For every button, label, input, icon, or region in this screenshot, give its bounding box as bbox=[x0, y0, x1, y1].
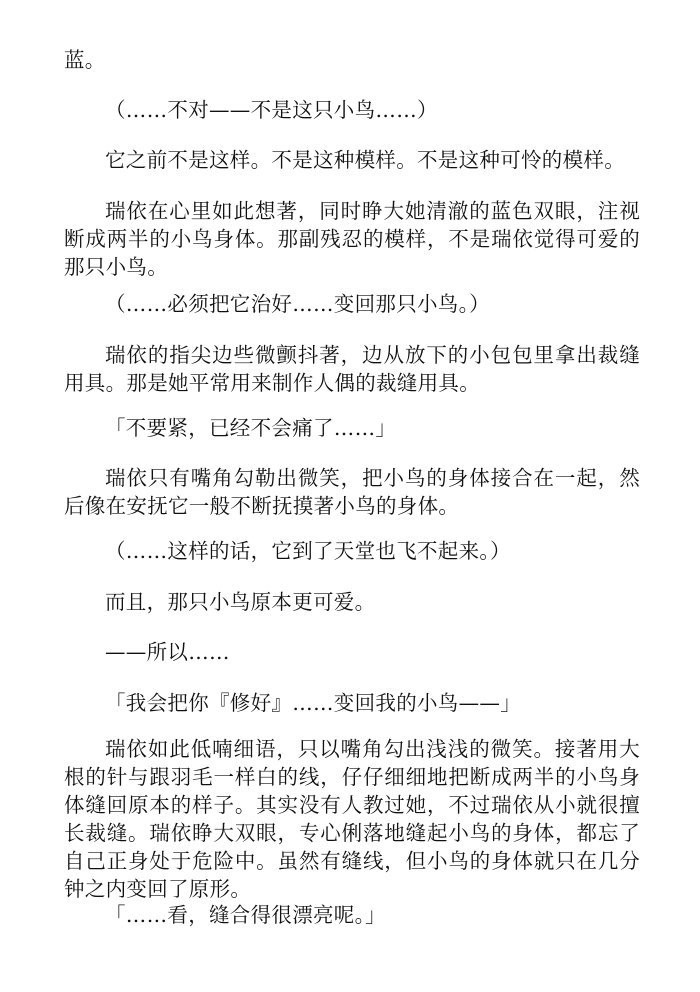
paragraph-2: （……不对——不是这只小鸟……） bbox=[105, 98, 438, 122]
paragraph-6: 瑞依的指尖边些微颤抖著，边从放下的小包包里拿出裁缝用具。那是她平常用来制作人偶的裁缝用具。 bbox=[64, 343, 640, 395]
paragraph-5: （……必须把它治好……变回那只小鸟。） bbox=[105, 292, 490, 316]
paragraph-8: 瑞依只有嘴角勾勒出微笑，把小鸟的身体接合在一起，然后像在安抚它一般不断抚摸著小鸟的身体。 bbox=[64, 466, 640, 518]
paragraph-4: 瑞依在心里如此想著，同时睁大她清澈的蓝色双眼，注视断成两半的小鸟身体。那副残忍的模样，不是瑞依觉得可爱的那只小鸟。 bbox=[64, 199, 640, 279]
paragraph-10: 而且，那只小鸟原本更可爱。 bbox=[105, 590, 376, 614]
paragraph-13: 瑞依如此低喃细语，只以嘴角勾出浅浅的微笑。接著用大根的针与跟羽毛一样白的线，仔仔细细地把断成两半的小鸟身体缝回原本的样子。其实没有人教过她，不过瑞依从小就很擅长裁缝。瑞依睁大双眼，专心俐落地缝起小鸟的身体，都忘了自己正身处于危险中。虽然有缝线，但小鸟的身体就只在几分钟之内变回了原形。 bbox=[64, 737, 640, 901]
paragraph-7: 「不要紧，已经不会痛了……」 bbox=[105, 416, 397, 440]
paragraph-14: 「……看，缝合得很漂亮呢。」 bbox=[105, 903, 386, 927]
paragraph-11: ——所以…… bbox=[105, 640, 230, 664]
paragraph-9: （……这样的话，它到了天堂也飞不起来。） bbox=[105, 539, 511, 563]
paragraph-12: 「我会把你『修好』……变回我的小鸟——」 bbox=[105, 691, 521, 715]
paragraph-3: 它之前不是这样。不是这种模样。不是这种可怜的模样。 bbox=[105, 148, 625, 172]
paragraph-1: 蓝。 bbox=[64, 48, 106, 72]
